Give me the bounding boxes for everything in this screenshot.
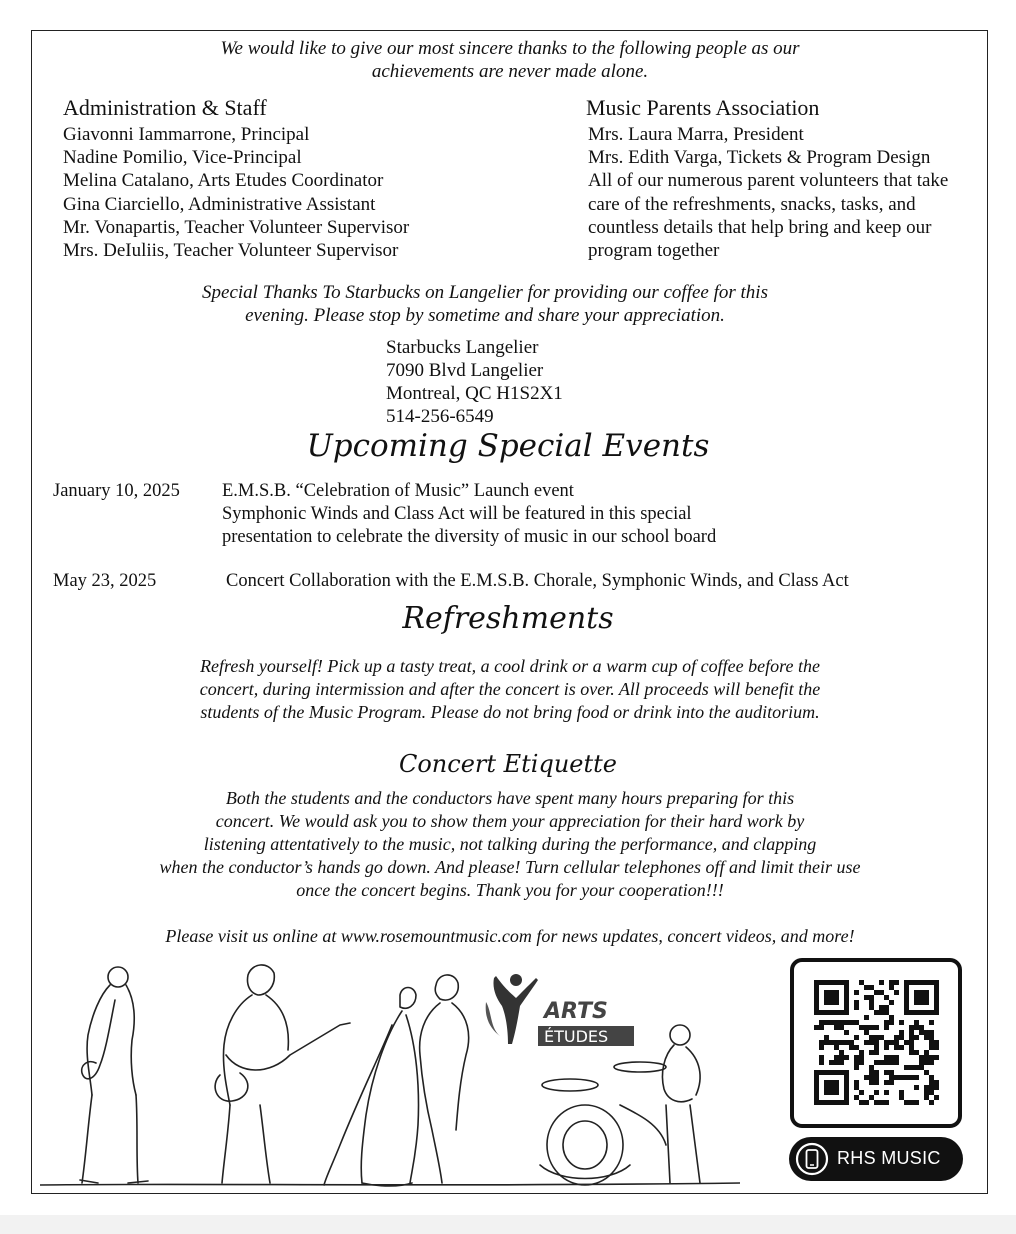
qr-module	[929, 1100, 934, 1105]
qr-finder	[824, 990, 839, 1005]
parents-line: care of the refreshments, snacks, tasks, and	[588, 193, 916, 215]
qr-finder	[914, 990, 929, 1005]
qr-module	[864, 985, 869, 990]
qr-module	[839, 1055, 844, 1060]
qr-module	[869, 1065, 874, 1070]
qr-module	[904, 1075, 909, 1080]
qr-module	[894, 1035, 899, 1040]
qr-module	[839, 1020, 844, 1025]
qr-module	[884, 1070, 889, 1075]
qr-module	[909, 1035, 914, 1040]
qr-module	[899, 1020, 904, 1025]
event-description: Concert Collaboration with the E.M.S.B. Chorale, Symphonic Winds, and Class Act	[226, 571, 849, 591]
qr-module	[854, 990, 859, 995]
qr-code[interactable]	[790, 958, 962, 1128]
admin-line: Gina Ciarciello, Administrative Assistant	[63, 193, 376, 215]
qr-module	[859, 1050, 864, 1055]
qr-module	[839, 1040, 844, 1045]
event-description: E.M.S.B. “Celebration of Music” Launch event Symphonic Winds and Class Act will be featured in this special presentation to celebrate the diversity of music in our school board	[222, 481, 717, 547]
qr-module	[854, 1020, 859, 1025]
qr-module	[874, 1025, 879, 1030]
qr-module	[879, 1035, 884, 1040]
qr-module	[889, 1075, 894, 1080]
qr-module	[934, 1055, 939, 1060]
qr-module	[864, 1030, 869, 1035]
admin-line: Nadine Pomilio, Vice-Principal	[63, 147, 302, 169]
parents-heading: Music Parents Association	[586, 95, 820, 120]
qr-pattern	[794, 962, 958, 1124]
qr-module	[874, 1075, 879, 1080]
rhs-music-badge[interactable]	[789, 1137, 963, 1181]
parents-list	[588, 123, 948, 262]
qr-module	[864, 1025, 869, 1030]
etudes-text: ÉTUDES	[544, 1027, 609, 1046]
qr-module	[924, 1060, 929, 1065]
qr-module	[869, 1025, 874, 1030]
qr-module	[879, 990, 884, 995]
qr-module	[929, 1090, 934, 1095]
qr-module	[924, 1030, 929, 1035]
qr-module	[904, 1065, 909, 1070]
qr-module	[919, 1060, 924, 1065]
qr-module	[834, 1060, 839, 1065]
qr-module	[854, 1060, 859, 1065]
qr-module	[889, 1000, 894, 1005]
qr-module	[874, 1080, 879, 1085]
qr-module	[839, 1025, 844, 1030]
qr-module	[839, 1060, 844, 1065]
qr-module	[914, 1035, 919, 1040]
qr-module	[874, 1050, 879, 1055]
qr-module	[874, 1090, 879, 1095]
qr-module	[914, 1025, 919, 1030]
qr-module	[924, 1085, 929, 1090]
qr-module	[929, 1030, 934, 1035]
qr-module	[929, 1055, 934, 1060]
qr-module	[929, 1045, 934, 1050]
qr-module	[829, 1060, 834, 1065]
qr-module	[854, 1080, 859, 1085]
etiquette-heading: Concert Etiquette	[398, 750, 617, 778]
qr-module	[914, 1065, 919, 1070]
ground-line	[40, 1183, 740, 1185]
qr-module	[924, 1095, 929, 1100]
qr-module	[924, 1050, 929, 1055]
singers-figure	[324, 975, 469, 1186]
qr-module	[919, 1025, 924, 1030]
qr-module	[899, 1045, 904, 1050]
qr-module	[884, 1045, 889, 1050]
qr-module	[879, 1010, 884, 1015]
qr-module	[909, 1075, 914, 1080]
qr-module	[909, 1025, 914, 1030]
guitarist-figure	[215, 965, 350, 1183]
qr-module	[819, 1025, 824, 1030]
qr-module	[829, 1020, 834, 1025]
qr-module	[824, 1020, 829, 1025]
qr-module	[894, 1040, 899, 1045]
qr-module	[919, 1055, 924, 1060]
qr-module	[864, 1100, 869, 1105]
qr-module	[824, 1040, 829, 1045]
intro-text: We would like to give our most sincere thanks to the following people as our achievements are never made alone.	[220, 38, 800, 82]
qr-module	[859, 1060, 864, 1065]
qr-module	[869, 995, 874, 1000]
qr-module	[869, 1040, 874, 1045]
arts-text: ARTS	[544, 999, 608, 1024]
qr-module	[934, 1040, 939, 1045]
qr-module	[894, 980, 899, 985]
qr-module	[819, 1060, 824, 1065]
qr-module	[909, 1100, 914, 1105]
qr-module	[929, 1020, 934, 1025]
qr-module	[884, 1005, 889, 1010]
qr-module	[879, 980, 884, 985]
qr-module	[879, 1005, 884, 1010]
qr-module	[874, 1040, 879, 1045]
parents-line: countless details that help bring and keep our	[588, 216, 932, 238]
qr-module	[869, 1000, 874, 1005]
refreshments-text: Refresh yourself! Pick up a tasty treat, a cool drink or a warm cup of coffee before the concert, during intermission and after the concert is over. All proceeds will benefit the students of the Music Program. Please do not bring food or drink into the auditorium.	[199, 656, 821, 722]
starbucks-address: Starbucks Langelier 7090 Blvd Langelier Montreal, QC H1S2X1 514-256-6549	[386, 337, 563, 427]
qr-finder	[824, 1080, 839, 1095]
dancer-logo-icon	[486, 974, 538, 1044]
qr-module	[889, 1040, 894, 1045]
qr-module	[829, 1040, 834, 1045]
qr-module	[879, 1100, 884, 1105]
qr-module	[864, 1015, 869, 1020]
qr-module	[854, 1045, 859, 1050]
qr-module	[914, 1020, 919, 1025]
saxophonist-figure	[80, 967, 148, 1183]
qr-module	[909, 1040, 914, 1045]
parents-line: All of our numerous parent volunteers that take	[588, 170, 949, 192]
parents-line: Mrs. Edith Varga, Tickets & Program Design	[588, 147, 931, 169]
admin-line: Melina Catalano, Arts Etudes Coordinator	[63, 170, 384, 192]
qr-module	[884, 1010, 889, 1015]
qr-module	[924, 1035, 929, 1040]
event-date: May 23, 2025	[53, 571, 157, 591]
qr-module	[849, 1040, 854, 1045]
qr-module	[874, 1035, 879, 1040]
qr-module	[819, 1045, 824, 1050]
qr-module	[934, 1045, 939, 1050]
qr-module	[909, 1030, 914, 1035]
qr-module	[834, 1020, 839, 1025]
qr-module	[884, 1080, 889, 1085]
qr-module	[929, 1035, 934, 1040]
qr-module	[914, 1085, 919, 1090]
qr-module	[889, 1060, 894, 1065]
events-heading: Upcoming Special Events	[306, 428, 710, 464]
phone-icon	[795, 1142, 829, 1176]
qr-module	[869, 1070, 874, 1075]
event-date: January 10, 2025	[53, 481, 180, 501]
qr-module	[924, 1090, 929, 1095]
qr-module	[824, 1035, 829, 1040]
qr-module	[929, 1080, 934, 1085]
admin-line: Mr. Vonapartis, Teacher Volunteer Supervisor	[63, 216, 410, 238]
qr-module	[914, 1100, 919, 1105]
qr-module	[844, 1055, 849, 1060]
refreshments-heading: Refreshments	[402, 601, 614, 636]
qr-module	[884, 1055, 889, 1060]
qr-module	[899, 1090, 904, 1095]
admin-line: Mrs. DeIuliis, Teacher Volunteer Supervisor	[63, 240, 399, 262]
qr-module	[849, 1045, 854, 1050]
qr-module	[899, 1075, 904, 1080]
etiquette-text: Both the students and the conductors have spent many hours preparing for this concert. We would ask you to show them your appreciation for their hard work by listening attentatively to the music, not talking during the performance, and clapping when the conductor’s hands go down. And please! Turn cellular telephones off and limit their use once the concert begins. Thank you for your cooperation!!!	[159, 788, 861, 900]
qr-module	[869, 1005, 874, 1010]
qr-module	[884, 1100, 889, 1105]
website-note: Please visit us online at www.rosemountmusic.com for news updates, concert videos, and more!	[165, 926, 855, 946]
qr-module	[884, 1020, 889, 1025]
admin-line: Giavonni Iammarrone, Principal	[63, 124, 310, 145]
qr-module	[849, 1020, 854, 1025]
qr-module	[869, 1050, 874, 1055]
qr-module	[844, 1040, 849, 1045]
qr-module	[869, 985, 874, 990]
qr-module	[819, 1040, 824, 1045]
qr-module	[859, 1025, 864, 1030]
qr-module	[884, 1090, 889, 1095]
qr-module	[874, 1070, 879, 1075]
qr-module	[929, 1075, 934, 1080]
qr-module	[934, 1080, 939, 1085]
qr-module	[844, 1030, 849, 1035]
qr-module	[834, 1025, 839, 1030]
qr-module	[814, 1025, 819, 1030]
qr-module	[924, 1070, 929, 1075]
qr-module	[854, 1055, 859, 1060]
qr-module	[884, 1060, 889, 1065]
qr-module	[854, 1065, 859, 1070]
admin-list	[63, 123, 409, 262]
qr-module	[819, 1055, 824, 1060]
qr-module	[924, 1055, 929, 1060]
qr-module	[864, 1040, 869, 1045]
qr-module	[874, 1045, 879, 1050]
qr-module	[929, 1085, 934, 1090]
qr-module	[869, 1075, 874, 1080]
qr-module	[884, 995, 889, 1000]
qr-module	[909, 1045, 914, 1050]
qr-module	[859, 1100, 864, 1105]
qr-module	[904, 1040, 909, 1045]
qr-module	[894, 1075, 899, 1080]
qr-module	[894, 1045, 899, 1050]
qr-module	[909, 1050, 914, 1055]
qr-module	[919, 1030, 924, 1035]
arts-etudes-logo	[482, 972, 642, 1050]
qr-module	[899, 1035, 904, 1040]
qr-module	[899, 1030, 904, 1035]
qr-module	[874, 990, 879, 995]
qr-module	[819, 1020, 824, 1025]
qr-module	[889, 980, 894, 985]
qr-module	[869, 1035, 874, 1040]
qr-module	[929, 1040, 934, 1045]
qr-module	[834, 1045, 839, 1050]
qr-module	[864, 995, 869, 1000]
qr-module	[854, 1035, 859, 1040]
parents-line: program together	[588, 240, 720, 262]
qr-module	[844, 1020, 849, 1025]
qr-module	[904, 1100, 909, 1105]
starbucks-thanks: Special Thanks To Starbucks on Langelier for providing our coffee for this evening. Please stop by sometime and share your appreciation.	[202, 282, 768, 326]
qr-module	[854, 1085, 859, 1090]
qr-module	[889, 1020, 894, 1025]
qr-module	[889, 1080, 894, 1085]
qr-module	[894, 1055, 899, 1060]
qr-module	[834, 1055, 839, 1060]
qr-module	[854, 1095, 859, 1100]
qr-module	[909, 1065, 914, 1070]
qr-module	[839, 1050, 844, 1055]
parents-line: Mrs. Laura Marra, President	[588, 124, 804, 145]
qr-module	[859, 1055, 864, 1060]
qr-module	[919, 1065, 924, 1070]
qr-module	[914, 1050, 919, 1055]
qr-module	[874, 1010, 879, 1015]
rhs-music-label: RHS MUSIC	[837, 1148, 941, 1168]
qr-module	[889, 1055, 894, 1060]
qr-module	[934, 1085, 939, 1090]
admin-heading: Administration & Staff	[63, 95, 267, 120]
qr-module	[859, 1090, 864, 1095]
qr-module	[894, 990, 899, 995]
qr-module	[854, 1000, 859, 1005]
qr-module	[874, 1100, 879, 1105]
qr-module	[859, 980, 864, 985]
qr-module	[854, 1005, 859, 1010]
qr-module	[879, 1060, 884, 1065]
qr-module	[929, 1060, 934, 1065]
qr-module	[869, 1080, 874, 1085]
qr-module	[884, 1040, 889, 1045]
qr-module	[884, 1025, 889, 1030]
qr-module	[869, 1095, 874, 1100]
qr-module	[834, 1040, 839, 1045]
qr-module	[899, 1095, 904, 1100]
qr-module	[894, 1060, 899, 1065]
qr-module	[889, 1015, 894, 1020]
qr-module	[934, 1095, 939, 1100]
qr-module	[914, 1075, 919, 1080]
qr-module	[889, 985, 894, 990]
qr-module	[864, 1075, 869, 1080]
qr-module	[874, 1060, 879, 1065]
qr-module	[889, 1070, 894, 1075]
